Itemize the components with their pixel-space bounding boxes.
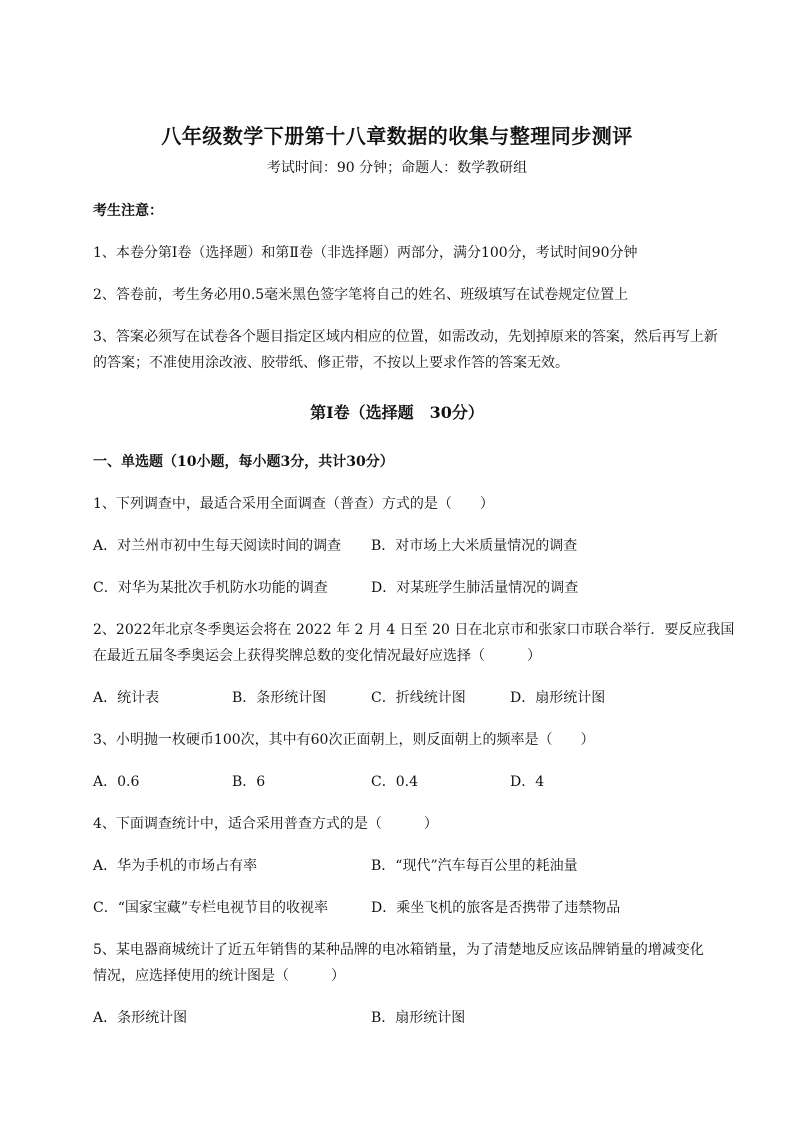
question-option: A．对兰州市初中生每天阅读时间的调查 xyxy=(93,538,342,554)
question-stem: 1、下列调查中，最适合采用全面调查（普查）方式的是（ ） xyxy=(93,496,494,512)
question-option: C．“国家宝藏”专栏电视节目的收视率 xyxy=(93,900,329,916)
document-subtitle: 考试时间：90 分钟；命题人：数学教研组 xyxy=(266,160,528,176)
question-option: B．条形统计图 xyxy=(232,690,327,706)
question-option: B．“现代”汽车每百公里的耗油量 xyxy=(371,858,578,874)
question-option: B．6 xyxy=(232,774,266,790)
question-option: A．条形统计图 xyxy=(93,1010,188,1026)
question-stem: 2、2022年北京冬季奥运会将在 2022 年 2 月 4 日至 20 日在北京市和张家口市联合举行．要反应我国 xyxy=(93,622,735,638)
document-title: 八年级数学下册第十八章数据的收集与整理同步测评 xyxy=(161,124,633,148)
question-option: D．4 xyxy=(510,774,545,790)
question-stem: 5、某电器商城统计了近五年销售的某种品牌的电冰箱销量，为了清楚地反应该品牌销量的增减变化 xyxy=(93,942,704,958)
question-option: B．对市场上大米质量情况的调查 xyxy=(371,538,578,554)
question-option: C．对华为某批次手机防水功能的调查 xyxy=(93,580,328,596)
notice-heading: 考生注意： xyxy=(93,203,163,219)
question-stem-continued: 在最近五届冬季奥运会上获得奖牌总数的变化情况最好应选择（ ） xyxy=(93,648,541,664)
question-stem: 3、小明抛一枚硬币100次，其中有60次正面朝上，则反面朝上的频率是（ ） xyxy=(93,732,595,748)
notice-item: 1、本卷分第Ⅰ卷（选择题）和第Ⅱ卷（非选择题）两部分，满分100分，考试时间90分钟 xyxy=(93,245,638,261)
question-option: A．华为手机的市场占有率 xyxy=(93,858,258,874)
notice-item-continued: 的答案；不准使用涂改液、胶带纸、修正带，不按以上要求作答的答案无效。 xyxy=(93,355,569,371)
question-stem: 4、下面调查统计中，适合采用普查方式的是（ ） xyxy=(93,816,438,832)
question-option: D．乘坐飞机的旅客是否携带了违禁物品 xyxy=(371,900,621,916)
notice-item: 3、答案必须写在试卷各个题目指定区域内相应的位置，如需改动，先划掉原来的答案，然后再写上新 xyxy=(93,329,718,345)
question-option: B．扇形统计图 xyxy=(371,1010,466,1026)
question-option: C．0.4 xyxy=(371,774,418,790)
section-title: 第Ⅰ卷（选择题 30分） xyxy=(310,403,484,422)
notice-item: 2、答卷前，考生务必用0.5毫米黑色签字笔将自己的姓名、班级填写在试卷规定位置上 xyxy=(93,287,629,303)
question-option: A．统计表 xyxy=(93,690,160,706)
question-stem-continued: 情况，应选择使用的统计图是（ ） xyxy=(93,968,345,984)
part-heading: 一、单选题（10小题，每小题3分，共计30分） xyxy=(93,454,394,470)
question-option: D．扇形统计图 xyxy=(510,690,606,706)
question-option: D．对某班学生肺活量情况的调查 xyxy=(371,580,579,596)
question-option: C．折线统计图 xyxy=(371,690,466,706)
question-option: A．0.6 xyxy=(93,774,140,790)
